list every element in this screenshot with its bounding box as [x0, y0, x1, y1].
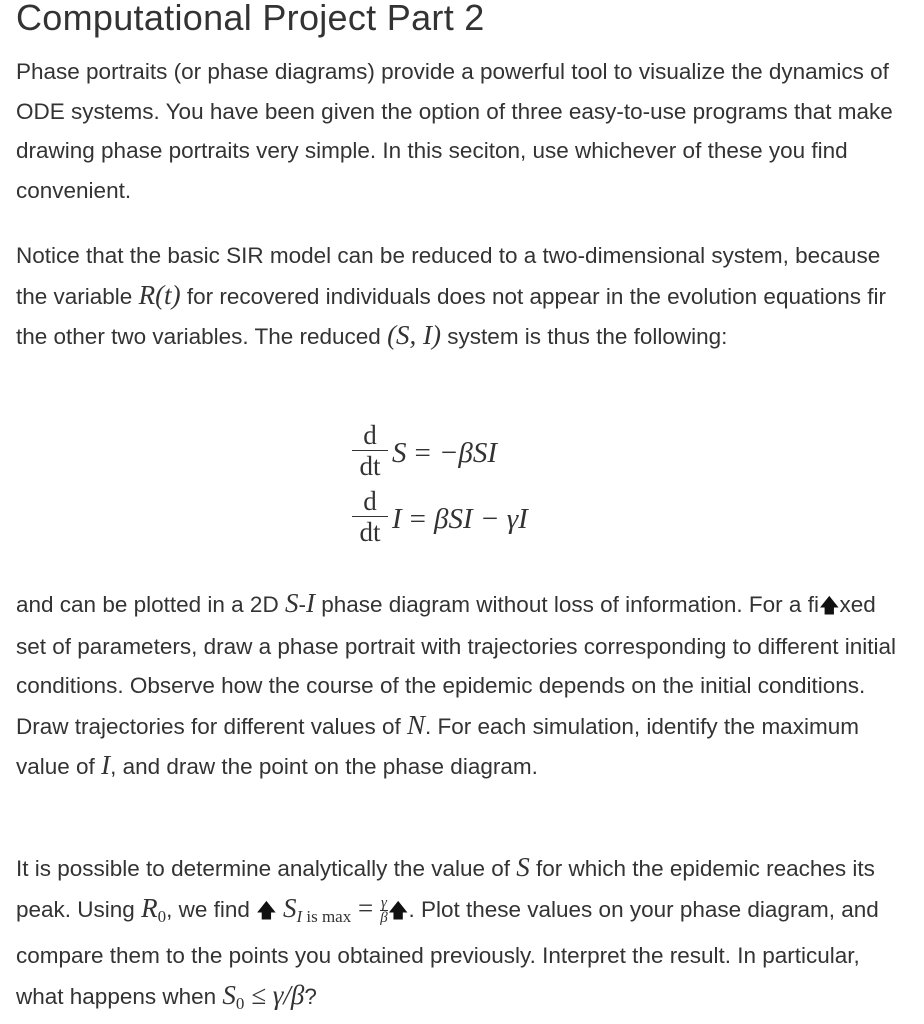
math-s: S [516, 852, 530, 882]
math-i: I [101, 750, 111, 780]
math-s: S [222, 979, 236, 1010]
paragraph-phase-diagram [16, 584, 910, 787]
equation-rhs: βSI − γI [434, 503, 528, 535]
text-run: Notice that the basic SIR model can be reduced to a two-dimensional system, because the variable [16, 243, 881, 309]
equation-body [392, 503, 528, 536]
derivative-denominator: dt [359, 517, 381, 547]
math-r0 [141, 892, 167, 926]
text-run: . For each simulation, identify the maximum value of [16, 713, 859, 779]
math-s: S [284, 588, 299, 618]
fraction-gamma-over-beta [380, 896, 388, 925]
subscript-zero: 0 [235, 993, 245, 1013]
math-r-of-t: R(t) [138, 279, 181, 310]
page-title: Computational Project Part 2 [16, 0, 485, 38]
derivative-denominator: dt [359, 451, 381, 481]
equation-lhs: I [392, 503, 402, 535]
paragraph-peak-analysis [16, 848, 910, 1023]
fraction-numerator: γ [380, 895, 387, 912]
equation-lhs: S [392, 437, 407, 469]
equation-block [352, 420, 612, 560]
math-leq-gamma-over-beta: ≤ γ/β [244, 979, 305, 1010]
equals-sign: = [414, 437, 431, 469]
text-run: , and draw the point on the phase diagram. [110, 754, 538, 779]
equation-rhs: −βSI [438, 437, 498, 469]
derivative-numerator: d [352, 486, 388, 517]
paragraph-intro: Phase portraits (or phase diagrams) provide a powerful tool to visualize the dynamics of ODE systems. You have been given the option of three easy-to-use programs that make drawing phase portraits very simple. In this seciton, use whichever of these you find convenient. [16, 59, 893, 203]
text-run: xed set of parameters, draw a phase portrait with trajectories corresponding to different initial conditions. Observe how the course of the epidemic depends on the initial conditions. Draw trajectories for different values of [16, 592, 897, 739]
math-r: R [141, 892, 158, 923]
arrow-up-icon: 🡅 [387, 899, 409, 922]
equals-sign: = [351, 892, 380, 923]
paragraph-sir-reduction [16, 236, 910, 357]
subscript-is-max: is max [302, 906, 352, 926]
text-run: system is thus the following: [441, 324, 728, 349]
arrow-up-icon: 🡅 [256, 899, 277, 922]
derivative-operator [352, 486, 388, 547]
dash-text: - [298, 592, 306, 617]
math-s: S [282, 892, 297, 923]
text-run: for which the epidemic reaches its peak. Using [16, 856, 875, 922]
text-run: . Plot these values on your phase diagram, and compare them to the points you obtained previously. Interpret the result. In particular, what happens when [16, 896, 879, 1009]
equation-body [392, 437, 497, 470]
text-run: , we find [166, 896, 257, 922]
math-s-i-max [282, 892, 352, 926]
text-run: for recovered individuals does not appear in the evolution equations fir the other two variables. The reduced [16, 283, 887, 349]
math-i: I [305, 588, 315, 618]
subscript-i-is-max [296, 907, 351, 926]
text-run: and can be plotted in a 2D [16, 592, 285, 617]
text-run: phase diagram without loss of information. For a fi [314, 592, 819, 617]
arrow-up-icon: 🡅 [818, 595, 840, 617]
math-s0 [222, 979, 245, 1013]
equals-sign: = [409, 503, 427, 535]
text-run: ? [304, 983, 317, 1009]
math-n: N [407, 709, 426, 740]
math-s-i-pair: (S, I) [387, 320, 442, 350]
text-run: It is possible to determine analytically the value of [16, 856, 517, 881]
fraction-denominator: β [380, 910, 388, 927]
subscript-i: I [296, 906, 303, 926]
derivative-numerator: d [352, 420, 388, 451]
subscript-zero: 0 [157, 906, 167, 926]
derivative-operator [352, 420, 388, 481]
